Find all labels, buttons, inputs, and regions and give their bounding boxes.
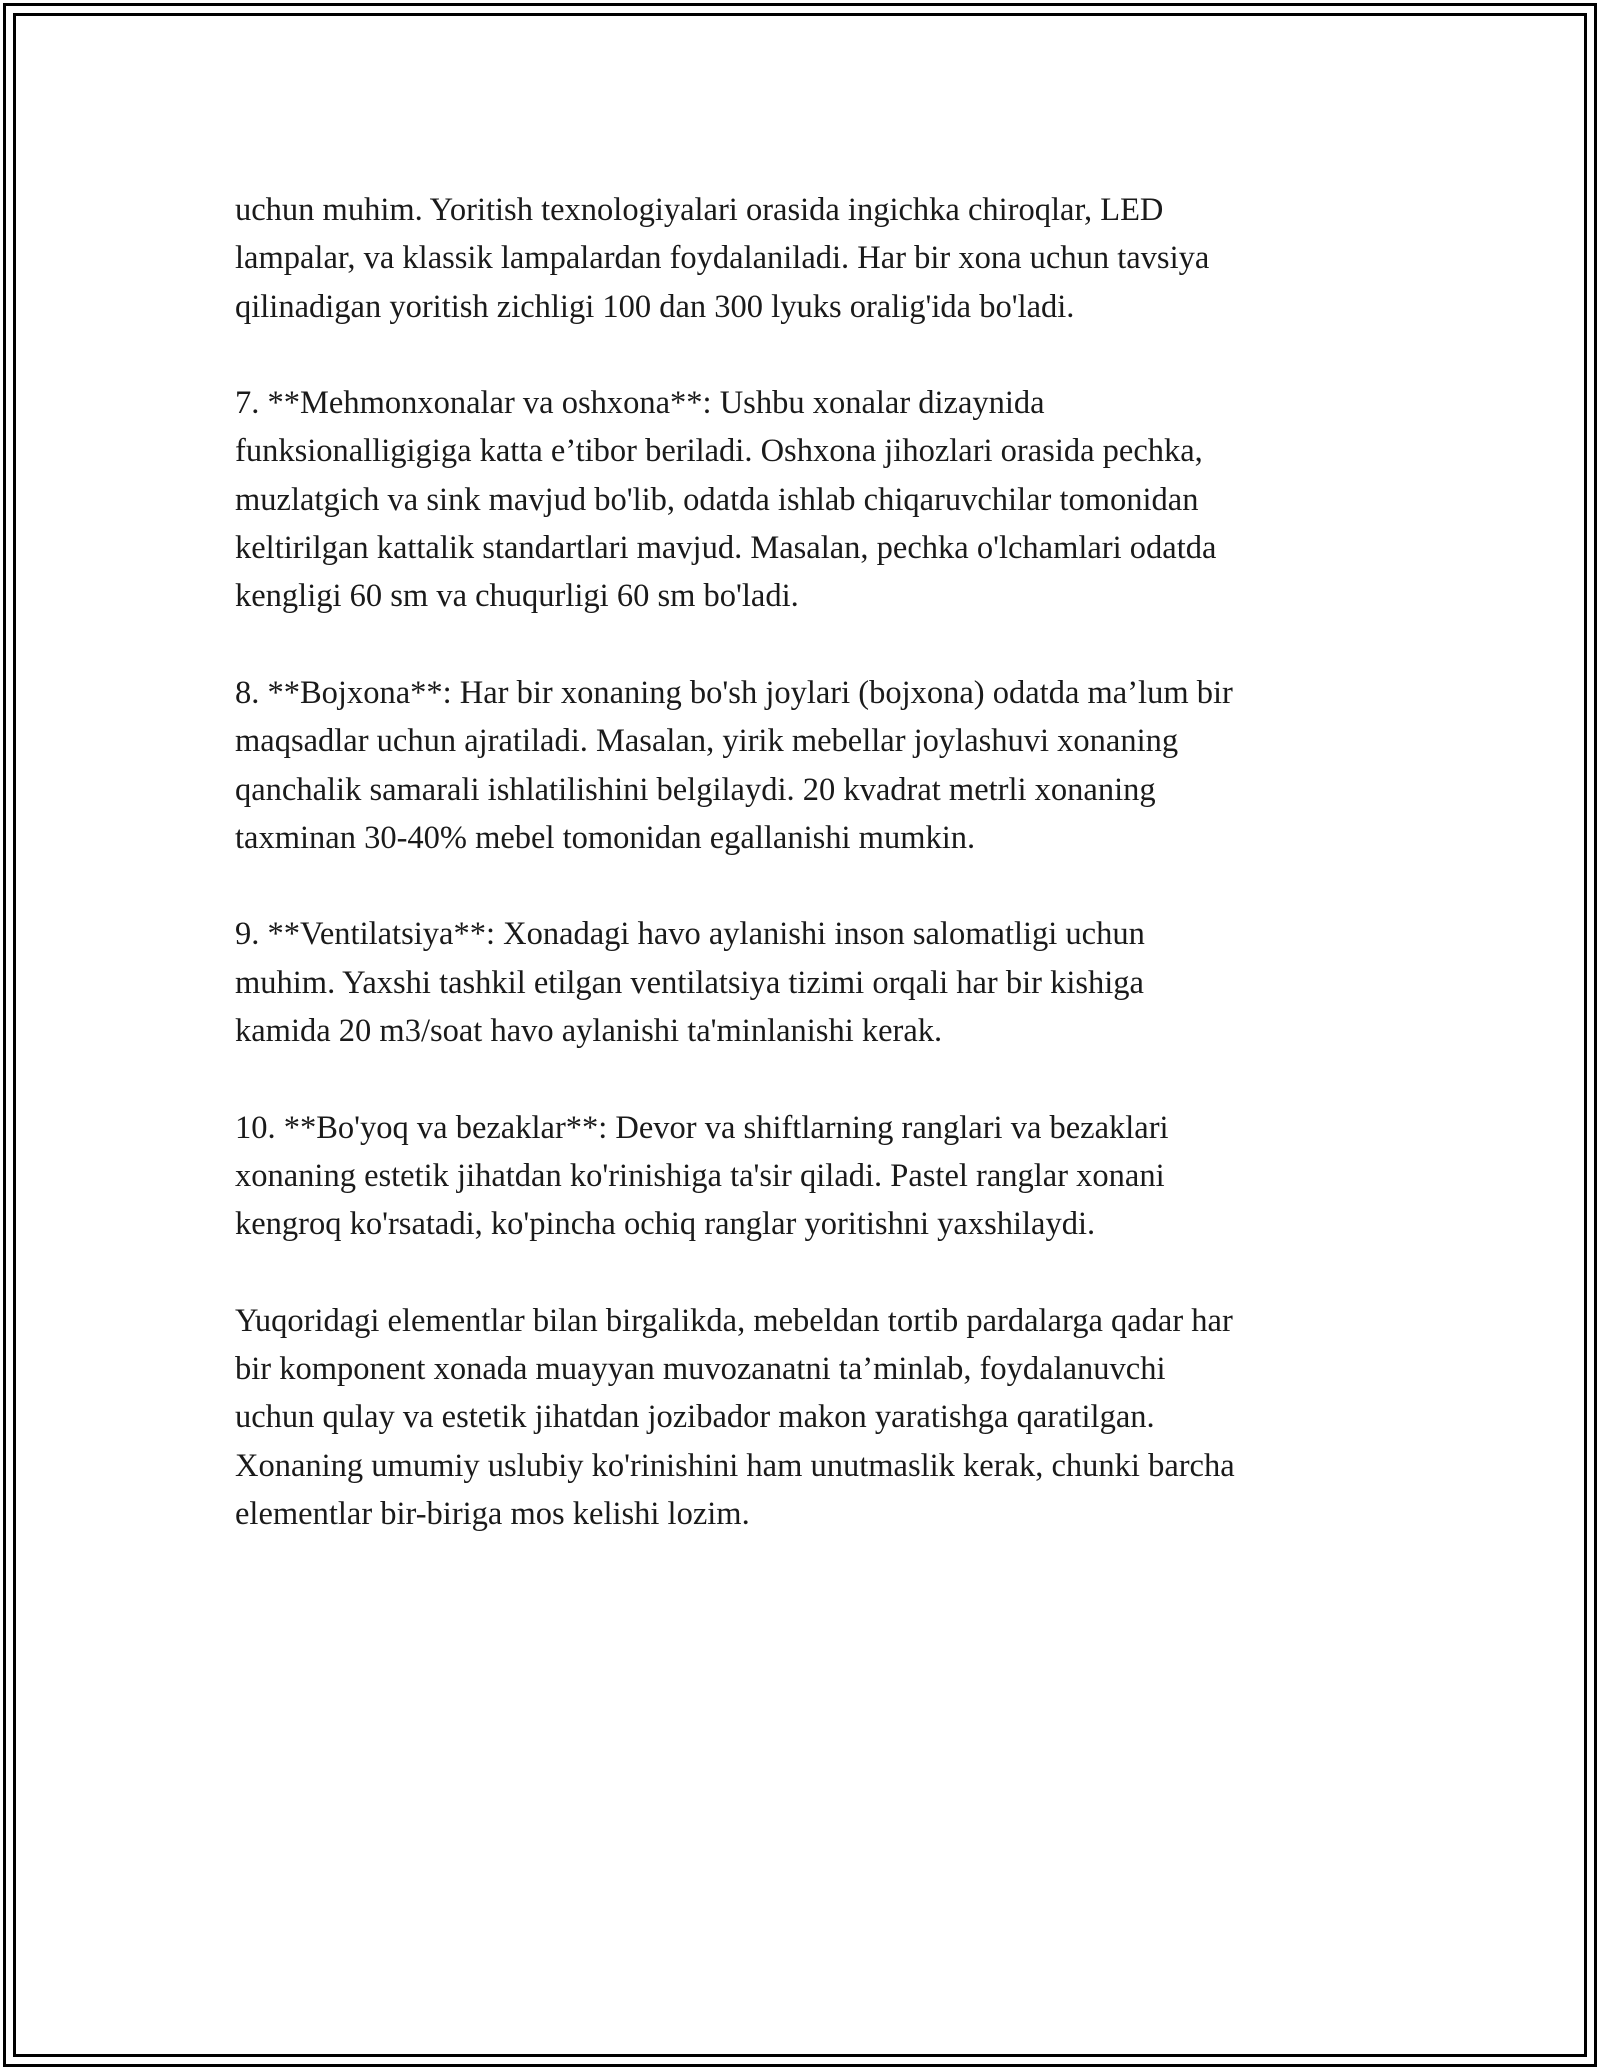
paragraph-item-8-free-space: 8. **Bojxona**: Har bir xonaning bo'sh joylari (bojxona) odatda ma’lum bir maqsadlar uchun ajratiladi. Masalan, yirik mebellar joylashuvi xonaning qanchalik samarali ishlatilishini belgilaydi. 20 kvadrat metrli xonaning taxminan 30-40% mebel tomonidan egallanishi mumkin. bbox=[235, 674, 1233, 856]
paragraph-item-7-kitchen: 7. **Mehmonxonalar va oshxona**: Ushbu xonalar dizaynida funksionalligigiga katta e’tibor beriladi. Oshxona jihozlari orasida pechka, muzlatgich va sink mavjud bo'lib, odatda ishlab chiqaruvchilar tomonidan keltirilgan kattalik standartlari mavjud. Masalan, pechka o'lchamlari odatda kengligi 60 sm va chuqurligi 60 sm bo'ladi. bbox=[235, 385, 1217, 615]
document-body bbox=[235, 186, 1395, 1538]
paragraph-item-9-ventilation: 9. **Ventilatsiya**: Xonadagi havo aylanishi inson salomatligi uchun muhim. Yaxshi tashkil etilgan ventilatsiya tizimi orqali har bir kishiga kamida 20 m3/soat havo aylanishi ta'minlanishi kerak. bbox=[235, 916, 1145, 1050]
paragraph-lighting-continued: uchun muhim. Yoritish texnologiyalari orasida ingichka chiroqlar, LED lampalar, va klassik lampalardan foydalaniladi. Har bir xona uchun tavsiya qilinadigan yoritish zichligi 100 dan 300 lyuks oralig'ida bo'ladi. bbox=[235, 192, 1210, 325]
paragraph-conclusion: Yuqoridagi elementlar bilan birgalikda, mebeldan tortib pardalarga qadar har bir komponent xonada muayyan muvozanatni ta’minlab, foydalanuvchi uchun qulay va estetik jihatdan jozibador makon yaratishga qaratilgan. Xonaning umumiy uslubiy ko'rinishini ham unutmaslik kerak, chunki barcha elementlar bir-biriga mos kelishi lozim. bbox=[235, 1302, 1235, 1533]
paragraph-item-10-paint: 10. **Bo'yoq va bezaklar**: Devor va shiftlarning ranglari va bezaklari xonaning estetik jihatdan ko'rinishiga ta'sir qiladi. Pastel ranglar xonani kengroq ko'rsatadi, ko'pincha ochiq ranglar yoritishni yaxshilaydi. bbox=[235, 1109, 1169, 1243]
